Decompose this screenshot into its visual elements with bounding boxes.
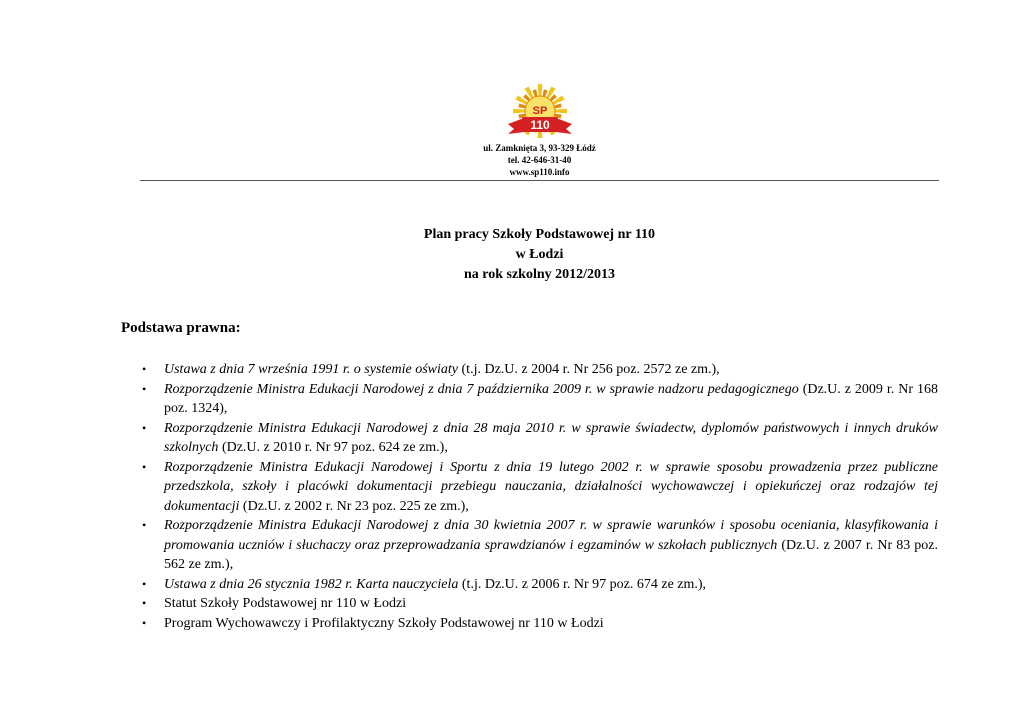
act-title: Rozporządzenie Ministra Edukacji Narodowej z dnia 30 kwietnia 2007 r. w sprawie warunków i sposobu oceniania, klasyfikowania i promowania uczniów i słuchaczy oraz przeprowadzania sprawdzianów i egzaminów w szkołach publicznych bbox=[164, 518, 938, 553]
legal-basis-list bbox=[142, 360, 939, 633]
header-divider bbox=[140, 180, 939, 181]
act-citation: (Dz.U. z 2010 r. Nr 97 poz. 624 ze zm.), bbox=[218, 440, 448, 455]
act-citation: (t.j. Dz.U. z 2006 r. Nr 97 poz. 674 ze zm.), bbox=[458, 576, 707, 592]
list-item bbox=[142, 614, 938, 634]
act-citation: (Dz.U. z 2009 r. Nr 168 poz. 1324), bbox=[164, 381, 938, 416]
document-title bbox=[140, 225, 939, 285]
act-title: Rozporządzenie Ministra Edukacji Narodowej z dnia 28 maja 2010 r. w sprawie świadectw, dyplomów państwowych i innych druków szkolnych bbox=[164, 420, 938, 455]
bullet-icon: • bbox=[142, 596, 147, 610]
list-item bbox=[142, 419, 938, 458]
list-item bbox=[142, 380, 938, 419]
logo-text-110: 110 bbox=[529, 118, 550, 132]
logo-text-sp: SP bbox=[532, 105, 547, 117]
school-website[interactable]: www.sp110.info bbox=[509, 167, 570, 177]
bullet-icon: • bbox=[142, 615, 147, 630]
title-line-1: Plan pracy Szkoły Podstawowej nr 110 bbox=[423, 227, 656, 242]
bullet-icon: • bbox=[142, 459, 147, 474]
act-citation: (Dz.U. z 2002 r. Nr 23 poz. 225 ze zm.), bbox=[239, 498, 469, 514]
list-item bbox=[142, 458, 938, 517]
school-phone: tel. 42-646-31-40 bbox=[507, 155, 572, 165]
bullet-icon: • bbox=[142, 381, 147, 396]
act-title: Ustawa z dnia 26 stycznia 1982 r. Karta nauczyciela bbox=[164, 576, 459, 592]
school-logo bbox=[504, 84, 576, 142]
title-line-3: na rok szkolny 2012/2013 bbox=[463, 267, 616, 282]
act-title: Rozporządzenie Ministra Edukacji Narodowej z dnia 7 października 2009 r. w sprawie nadzoru pedagogicznego bbox=[164, 381, 799, 397]
logo-banner-right bbox=[556, 118, 572, 134]
act-citation: Statut Szkoły Podstawowej nr 110 w Łodzi bbox=[164, 596, 407, 611]
act-citation: Program Wychowawczy i Profilaktyczny Szkoły Podstawowej nr 110 w Łodzi bbox=[164, 615, 604, 631]
bullet-icon: • bbox=[142, 518, 147, 532]
bullet-icon: • bbox=[142, 362, 147, 376]
act-title: Rozporządzenie Ministra Edukacji Narodowej i Sportu z dnia 19 lutego 2002 r. w sprawie sposobu prowadzenia przez publiczne przedszkola, szkoły i placówki dokumentacji przebiegu nauczania, działalności wychowawczej i opiekuńczej oraz rodzajów tej dokumentacji bbox=[164, 459, 938, 514]
act-title: Ustawa z dnia 7 września 1991 r. o systemie oświaty bbox=[164, 362, 459, 377]
section-heading: Podstawa prawna: bbox=[121, 320, 241, 336]
act-citation: (Dz.U. z 2007 r. Nr 83 poz. 562 ze zm.), bbox=[164, 537, 939, 572]
title-line-2: w Łodzi bbox=[515, 247, 564, 262]
school-address: ul. Zamknięta 3, 93-329 Łódź bbox=[483, 143, 596, 153]
list-item bbox=[142, 575, 938, 595]
list-item bbox=[142, 594, 938, 614]
logo-banner-left bbox=[508, 118, 524, 134]
sunburst-logo-icon bbox=[504, 84, 576, 142]
list-item bbox=[142, 360, 938, 380]
bullet-icon: • bbox=[142, 576, 147, 591]
list-item bbox=[142, 516, 939, 575]
act-citation: (t.j. Dz.U. z 2004 r. Nr 256 poz. 2572 ze zm.), bbox=[458, 362, 720, 377]
letterhead bbox=[140, 84, 939, 178]
bullet-icon: • bbox=[142, 420, 147, 435]
